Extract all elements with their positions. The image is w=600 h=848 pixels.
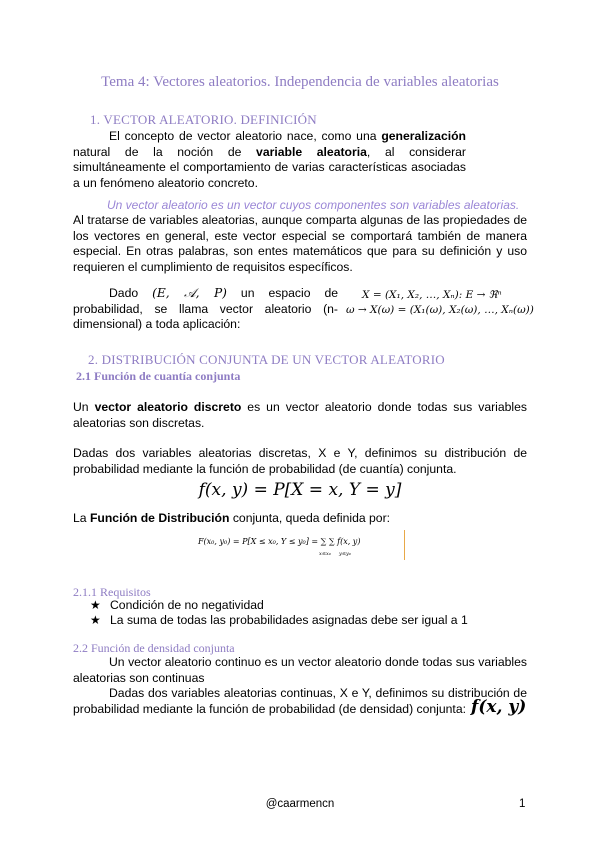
- cursor-line: [404, 530, 405, 560]
- subsection-requisitos-heading: 2.1.1 Requisitos: [73, 585, 151, 599]
- vector-definition-highlight: Un vector aleatorio es un vector cuyos componentes son variables aleatorias.: [107, 198, 520, 212]
- section-1-paragraph-1: El concepto de vector aleatorio nace, como una generalización natural de la noción de variable aleatoria, al considerar simultáneamente el comportamiento de varias características asociadas a un fenómeno aleatorio concreto.: [73, 129, 466, 190]
- joint-pdf-formula: f(x, y): [471, 697, 527, 717]
- requisitos-list: [90, 598, 530, 628]
- section-2-heading: 2. DISTRIBUCIÓN CONJUNTA DE UN VECTOR ALEATORIO: [88, 352, 445, 367]
- vector-mapping-formula: X = (X₁, X₂, …, Xₙ): E → ℜⁿ: [362, 289, 502, 301]
- star-bullet-icon: ★: [90, 598, 101, 612]
- section-2-paragraph-1: Un vector aleatorio discreto es un vector aleatorio donde todas sus variables aleatorias son discretas.: [73, 400, 528, 430]
- joint-pmf-formula: f(x, y) = P[X = x, Y = y]: [198, 480, 402, 500]
- list-item: ★ La suma de todas las probabilidades asignadas debe ser igual a 1: [90, 613, 468, 627]
- star-bullet-icon: ★: [90, 613, 101, 627]
- joint-cdf-formula: F(x₀, y₀) = P[X ≤ x₀, Y ≤ y₀] = ∑ ∑ f(x, y): [198, 537, 361, 546]
- page-number: 1: [519, 798, 526, 810]
- section-2-2-paragraph-1: Un vector aleatorio continuo es un vector aleatorio donde todas sus variables aleatorias son continuas: [73, 655, 527, 685]
- page-title: Tema 4: Vectores aleatorios. Independencia de variables aleatorias: [101, 74, 499, 90]
- list-item: ★ Condición de no negatividad: [90, 598, 264, 612]
- vector-omega-formula: ω → X(ω) = (X₁(ω), X₂(ω), …, Xₙ(ω)): [346, 304, 534, 316]
- section-2-paragraph-3: La Función de Distribución conjunta, queda definida por:: [73, 511, 391, 525]
- section-1-paragraph-2: Al tratarse de variables aleatorias, aunque comparta algunas de las propiedades de los vectores en general, este vector especial se comportará también de manera especial. En otras palabras, son entes matemáticos que para su definición y uso requieren el cumplimiento de requisitos específicos.: [73, 213, 527, 274]
- section-2-2-paragraph-2: Dadas dos variables aleatorias continuas, X e Y, definimos su distribución de probabilidad mediante la función de probabilidad (de densidad) conjunta:: [73, 686, 527, 716]
- cdf-sum-index-y: y≤y₀: [339, 551, 351, 557]
- subsection-2-2-heading: 2.2 Función de densidad conjunta: [73, 641, 235, 655]
- section-1-heading: 1. VECTOR ALEATORIO. DEFINICIÓN: [90, 112, 317, 127]
- section-1-paragraph-3: Dado (E, 𝒜, P) un espacio de probabilidad, se llama vector aleatorio (n-dimensional) a toda aplicación:: [73, 286, 339, 332]
- footer-author: @caarmencn: [265, 798, 335, 810]
- subsection-2-1-heading: 2.1 Función de cuantía conjunta: [76, 369, 241, 383]
- section-2-paragraph-2: Dadas dos variables aleatorias discretas, X e Y, definimos su distribución de probabilidad mediante la función de probabilidad (de cuantía) conjunta.: [73, 446, 527, 476]
- cdf-sum-index-x: x≤x₀: [319, 551, 331, 557]
